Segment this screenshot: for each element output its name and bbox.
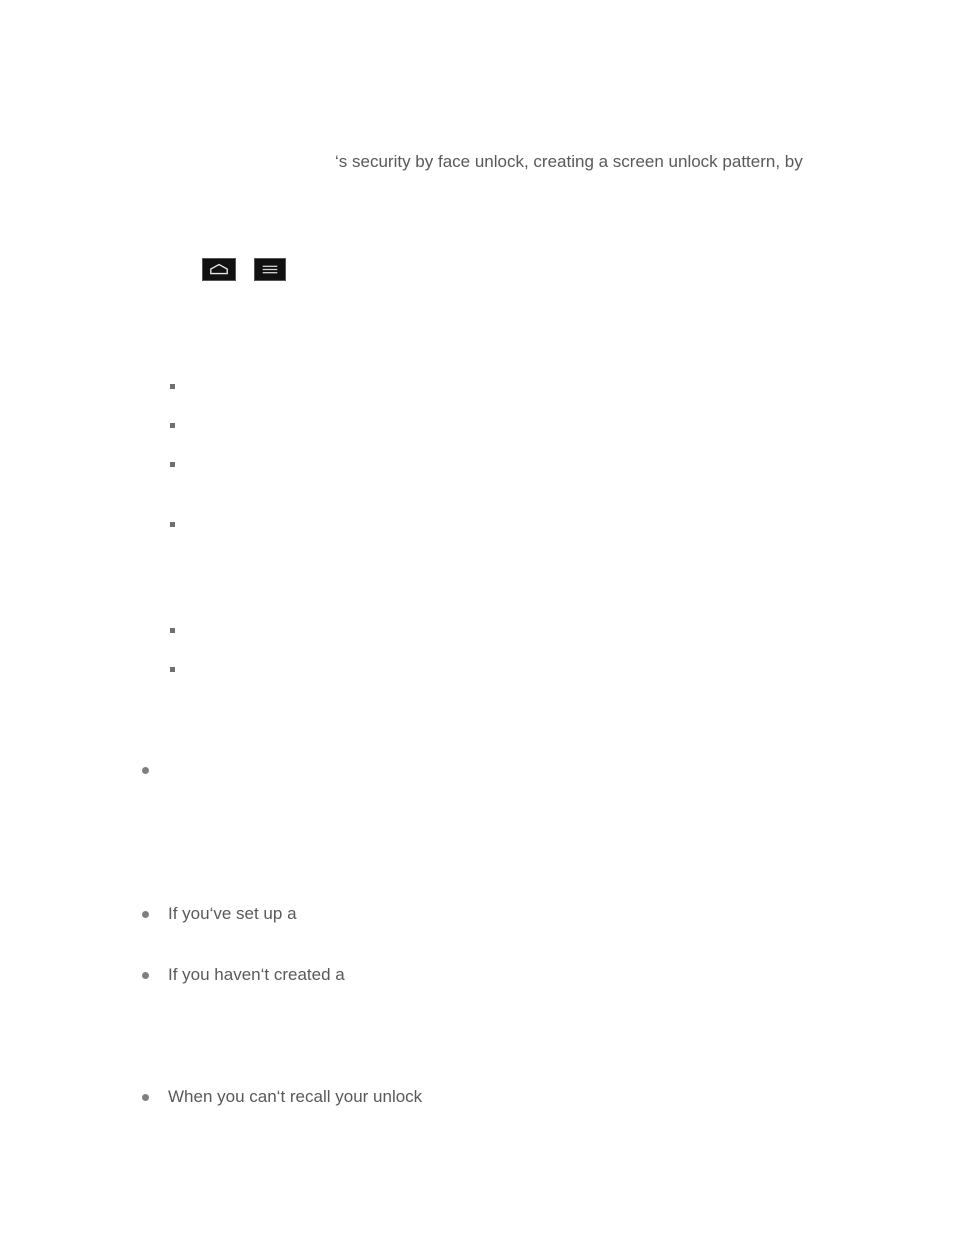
list-item-text: If you haven‘t created a [168, 965, 345, 984]
sub-bullet-marker [170, 462, 175, 467]
sub-bullet-marker [170, 423, 175, 428]
menu-key-icon [254, 258, 286, 281]
list-item-text: When you can‘t recall your unlock [168, 1087, 423, 1106]
sub-bullet-marker [170, 628, 175, 633]
sub-bullet-marker [170, 667, 175, 672]
intro-line: ‘s security by face unlock, creating a screen unlock pattern, by [335, 152, 803, 171]
list-item-text: If you‘ve set up a [168, 904, 297, 923]
bullet-marker [142, 1094, 149, 1101]
sub-bullet-marker [170, 384, 175, 389]
bullet-marker [142, 767, 149, 774]
bullet-marker [142, 911, 149, 918]
home-key-icon [202, 258, 236, 281]
bullet-marker [142, 972, 149, 979]
sub-bullet-marker [170, 522, 175, 527]
